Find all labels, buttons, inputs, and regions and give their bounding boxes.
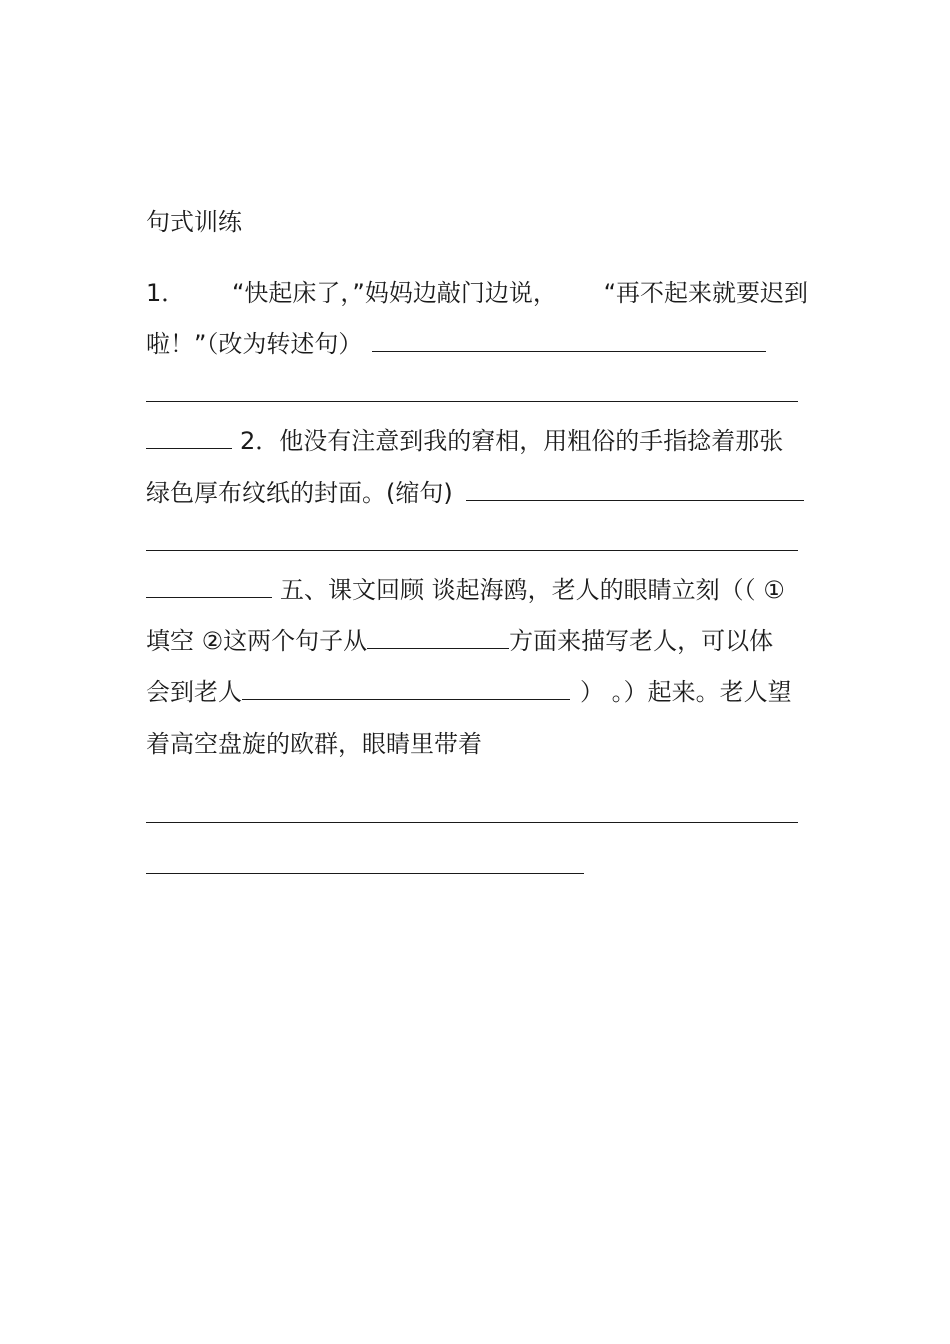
section-text: 方面来描写老人，可以体 [509,627,774,655]
answer-blank[interactable] [146,873,584,874]
section-5-line-4 [146,727,808,761]
answer-blank[interactable] [146,424,232,449]
page-title: 句式训练 [146,208,242,236]
section-5-line-3 [146,675,808,709]
question-text: 2．他没有注意到我的窘相，用粗俗的手指捻着那张 [240,427,784,455]
question-text: “再不起来就要迟到 [603,279,808,307]
question-text: “快起床了，”妈妈边敲门边说， [231,279,557,307]
answer-blank[interactable] [146,573,272,598]
answer-blank[interactable] [367,624,509,649]
answer-blank[interactable] [146,550,798,551]
question-number: 1． [146,279,186,307]
question-text: 绿色厚布纹纸的封面。(缩句) [146,479,453,507]
answer-blank[interactable] [242,675,570,700]
section-text: 着高空盘旋的欧群，眼睛里带着 [146,730,482,758]
section-5-line-1 [146,573,808,607]
section-text: ） 。）起来。老人望 [580,678,792,706]
question-2-line-1 [146,424,808,458]
answer-blank[interactable] [466,476,804,501]
question-text: 啦！”（改为转述句） [146,330,363,358]
answer-blank[interactable] [146,822,798,823]
section-text: 填空 ②这两个句子从 [146,627,368,655]
question-1-line-2 [146,327,808,361]
section-text: 五、课文回顾 谈起海鸥，老人的眼睛立刻（（ ① [280,576,785,604]
answer-blank[interactable] [372,327,766,352]
section-text: 会到老人 [146,678,242,706]
section-5-line-2 [146,624,808,658]
answer-blank[interactable] [146,401,798,402]
question-1-line-1 [146,276,808,310]
question-2-line-2 [146,476,808,510]
